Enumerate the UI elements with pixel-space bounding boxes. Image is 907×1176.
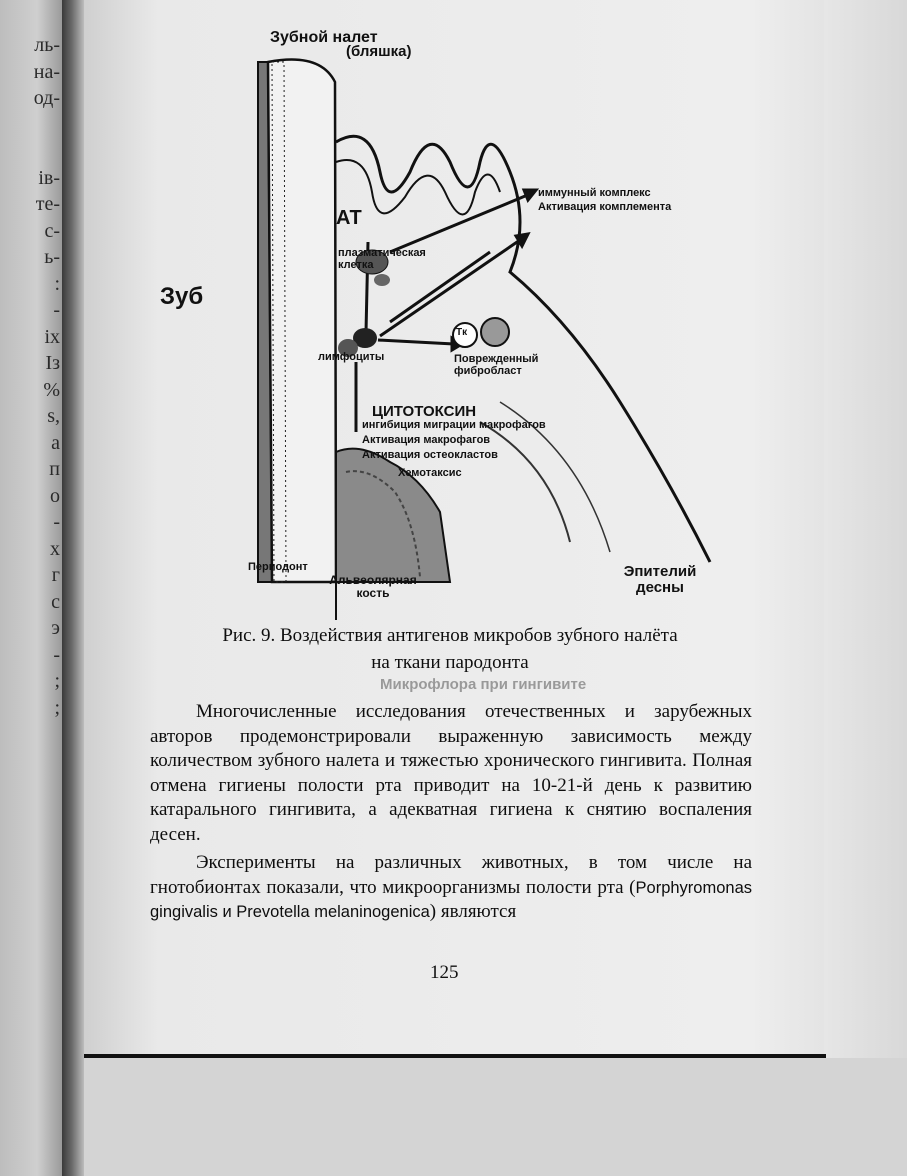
paragraph-2-end: ) являются bbox=[429, 901, 517, 923]
label-chemotaxis: Хемотаксис bbox=[398, 467, 462, 479]
diagram-drawing bbox=[150, 22, 750, 620]
label-immune-complex: иммунный комплекс bbox=[538, 187, 651, 199]
label-damaged-fibroblast: Поврежденный фибробласт bbox=[454, 353, 539, 377]
label-osteoclast-activation: Активация остеокластов bbox=[362, 449, 498, 461]
label-complement-activation: Активация комплемента bbox=[538, 201, 672, 213]
left-page-fragment: х bbox=[50, 537, 60, 560]
left-page-fragment: - bbox=[53, 511, 60, 533]
label-plaque-sub: (бляшка) bbox=[346, 43, 412, 60]
left-page-fragment: на- bbox=[33, 60, 60, 83]
left-page-fragment: - bbox=[53, 643, 60, 666]
scanner-background bbox=[84, 1058, 907, 1176]
label-plaque: Зубной налет bbox=[270, 29, 378, 46]
label-periodontium: Периодонт bbox=[248, 561, 308, 573]
left-page-fragment: п bbox=[49, 458, 60, 480]
left-page-fragment: г bbox=[51, 564, 60, 586]
left-page-fragment: Із bbox=[45, 352, 60, 374]
left-page-fragment: % bbox=[43, 378, 60, 401]
paragraph-2-start: Эксперименты на различных животных, в том числе на гнотобионтах показали, что микроорганизмы полости рта ( bbox=[150, 852, 752, 898]
book-gutter bbox=[62, 0, 84, 1176]
figure-periodontal-diagram bbox=[150, 22, 750, 620]
left-page-fragment: ь- bbox=[44, 246, 60, 268]
left-page-fragment: од- bbox=[33, 87, 60, 109]
left-page-fragment: э bbox=[51, 617, 60, 639]
left-page-fragment: ль- bbox=[34, 34, 60, 56]
left-page-fragment: ix bbox=[44, 325, 60, 348]
left-page-fragment: ; bbox=[54, 670, 60, 692]
left-page-fragment: s, bbox=[47, 405, 60, 427]
right-margin-strip bbox=[824, 0, 907, 1058]
label-plasma-cell: плазматическая клетка bbox=[338, 247, 426, 271]
left-page-fragment: о bbox=[50, 484, 60, 507]
label-migration-inhibition: ингибиция миграции макрофагов bbox=[362, 419, 546, 431]
left-page-fragment: - bbox=[53, 299, 60, 321]
left-page-fragment: ів- bbox=[38, 166, 60, 189]
left-page-edge bbox=[0, 0, 62, 1176]
label-cytotoxin: ЦИТОТОКСИН bbox=[372, 403, 477, 420]
figure-caption bbox=[150, 622, 750, 676]
caption-line-2: на ткани пародонта bbox=[371, 652, 529, 673]
label-tooth: Зуб bbox=[160, 283, 204, 310]
label-tk: Tк bbox=[456, 327, 468, 338]
label-macrophage-activation: Активация макрофагов bbox=[362, 434, 491, 446]
left-page-fragment: а bbox=[51, 431, 60, 454]
paragraph-2-latin: Porphyromonas gingivalis и Prevotella melaninogenica bbox=[150, 878, 752, 922]
left-page-fragment: те- bbox=[35, 193, 60, 215]
paragraph-2 bbox=[150, 851, 752, 925]
label-alveolar-bone: Альвеолярная кость bbox=[329, 573, 417, 600]
page-number: 125 bbox=[430, 962, 459, 983]
left-page-fragment: : bbox=[54, 272, 60, 295]
caption-line-1: Рис. 9. Воздействия антигенов микробов зубного налёта bbox=[222, 625, 678, 646]
left-page-fragment: ; bbox=[54, 696, 60, 719]
left-page-fragment: с bbox=[51, 590, 60, 613]
left-page-fragment: с- bbox=[44, 219, 60, 242]
paragraph-1: Многочисленные исследования отечественных и зарубежных авторов продемонстрировали выраженную зависимость между количеством зубного налета и тяжестью хронического гингивита. Полная отмена гигиены полости рта приводит на 10-21-й день к развитию катарального гингивита, а адекватная гигиена к снятию воспаления десен. bbox=[150, 701, 752, 845]
label-antigen: АТ bbox=[336, 207, 362, 229]
label-lymphocytes: лимфоциты bbox=[318, 351, 385, 363]
ghost-heading: Микрофлора при гингивите bbox=[380, 676, 587, 693]
label-gingival-epithelium: Эпителий десны bbox=[623, 563, 697, 596]
